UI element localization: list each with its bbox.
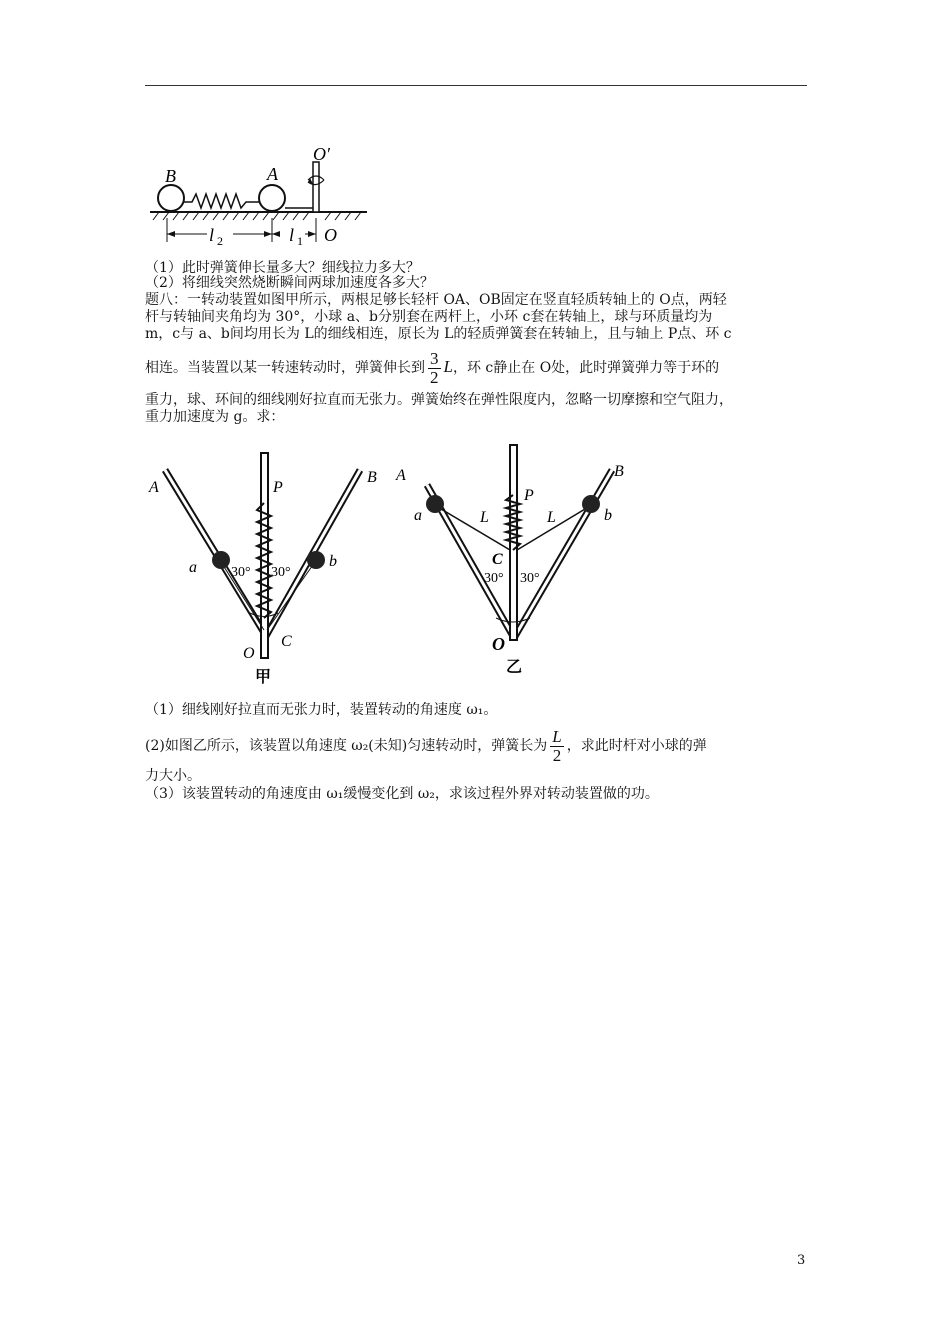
- label-P-jia: P: [273, 479, 283, 496]
- prev-question-1: （1）此时弹簧伸长量多大？细线拉力多大？: [145, 260, 420, 276]
- spring: [184, 194, 259, 208]
- question-1: （1）细线刚好拉直而无张力时，装置转动的角速度 ω₁。: [145, 702, 498, 718]
- label-A: A: [267, 164, 278, 184]
- fraction-denominator: 2: [430, 367, 439, 387]
- label-O: O: [324, 225, 337, 245]
- prev-question-2: （2）将细线突然烧断瞬间两球加速度各多大？: [145, 275, 434, 291]
- problem-line-4: [145, 347, 719, 388]
- ball-b: [158, 185, 184, 211]
- label-O-jia: O: [243, 645, 255, 662]
- label-L-right-yi: L: [547, 509, 556, 526]
- label-A-yi: A: [396, 467, 406, 484]
- problem-line-4-post: ，环 c静止在 O处，此时弹簧弹力等于环的: [452, 360, 720, 376]
- label-O-yi: O: [492, 634, 505, 654]
- label-b-yi: b: [604, 507, 612, 524]
- fraction-numerator: 3: [430, 348, 439, 368]
- label-B-jia: B: [367, 469, 377, 486]
- question-3: （3）该装置转动的角速度由 ω₁缓慢变化到 ω₂，求该过程外界对转动装置做的功。: [145, 786, 659, 802]
- question-2-pre: (2)如图乙所示，该装置以角速度 ω₂(未知)匀速转动时，弹簧长为: [145, 738, 548, 754]
- label-L-left-yi: L: [480, 509, 489, 526]
- label-P-yi: P: [524, 487, 534, 504]
- caption-yi: 乙: [506, 659, 523, 676]
- problem-line-6: 重力加速度为 g。求：: [145, 409, 285, 425]
- caption-jia: 甲: [255, 669, 272, 686]
- problem-line-2: 杆与转轴间夹角均为 30°，小球 a、b分别套在两杆上，小环 c套在转轴上，球与环质量均为: [145, 309, 713, 325]
- angle-right-yi: 30°: [520, 571, 540, 586]
- fraction-l-numerator: L: [552, 726, 562, 746]
- question-2: [145, 726, 707, 766]
- header-rule: [145, 85, 807, 86]
- fraction-l-half: [550, 728, 563, 765]
- problem-line-4-pre: 相连。当装置以某一转速转动时，弹簧伸长到: [145, 360, 425, 376]
- label-l1-sub: 1: [297, 234, 303, 248]
- label-l1: l: [289, 225, 295, 245]
- label-A-jia: A: [149, 479, 159, 496]
- thread-left-yi: [436, 506, 510, 550]
- axle: [313, 162, 319, 212]
- angle-left-jia: 30°: [231, 565, 251, 580]
- label-b-jia: b: [329, 553, 337, 570]
- label-B: B: [165, 166, 176, 186]
- figure-jia: [145, 448, 390, 686]
- figure-yi: [392, 440, 642, 676]
- label-l2-sub: 2: [217, 234, 223, 248]
- fraction-l-denominator: 2: [552, 745, 562, 765]
- ball-a-yi: [426, 495, 444, 513]
- problem-line-3: m，c与 a、b间均用长为 L的细线相连，原长为 L的轻质弹簧套在转轴上，且与轴上 P点、环 c: [145, 326, 732, 342]
- fraction-three-halves: [428, 350, 441, 387]
- ball-b-yi: [582, 495, 600, 513]
- angle-right-jia: 30°: [271, 565, 291, 580]
- label-a-yi: a: [414, 507, 422, 524]
- label-B-yi: B: [614, 463, 624, 480]
- question-2-continued: 力大小。: [145, 768, 201, 784]
- ball-a-jia: [212, 551, 230, 569]
- label-c-yi: C: [492, 551, 503, 568]
- ball-b-jia: [307, 551, 325, 569]
- problem-line-1: 题八：一转动装置如图甲所示，两根足够长轻杆 OA、OB固定在竖直轻质转轴上的 O点，两轻: [145, 292, 727, 308]
- ball-a: [259, 185, 285, 211]
- label-l2: l: [209, 225, 215, 245]
- spring-balls-figure: [145, 140, 375, 250]
- question-2-post: ，求此时杆对小球的弹: [566, 738, 707, 754]
- page-number: 3: [797, 1253, 806, 1268]
- problem-line-5: 重力，球、环间的细线刚好拉直而无张力。弹簧始终在弹性限度内，忽略一切摩擦和空气阻力，: [145, 392, 733, 408]
- label-O-prime: O′: [313, 144, 330, 164]
- label-a-jia: a: [189, 559, 197, 576]
- label-C-jia: C: [281, 633, 292, 650]
- angle-left-yi: 30°: [484, 571, 504, 586]
- symbol-L: L: [443, 357, 453, 376]
